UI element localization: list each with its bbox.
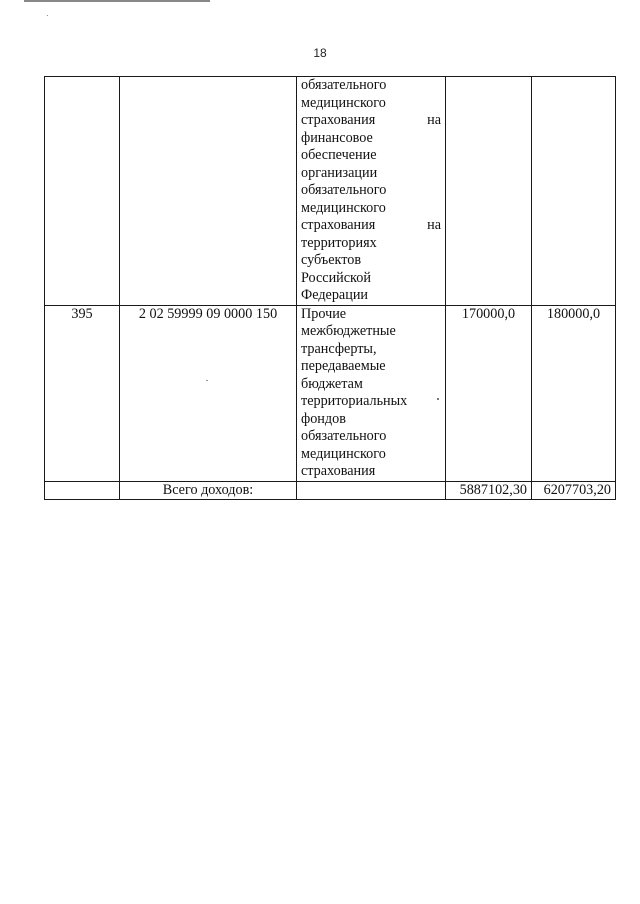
description-word: страхования	[301, 112, 376, 128]
total-amount-2: 6207703,20	[532, 481, 616, 500]
description-word: обеспечение	[301, 147, 377, 163]
description-line: Прочие	[301, 305, 347, 322]
total-label: Всего доходов:	[120, 481, 297, 500]
description-word: финансовое	[301, 129, 373, 146]
description-word: на	[427, 112, 441, 128]
scan-speck	[206, 380, 208, 381]
cell-budget-code: 2 02 59999 09 0000 150	[120, 305, 297, 481]
description-text	[301, 77, 441, 305]
cell-code-no	[45, 77, 120, 306]
description-word: Федерации	[301, 287, 369, 303]
description-line: бюджетам	[301, 375, 363, 392]
description-word: организации	[301, 164, 378, 181]
description-word: Российской	[301, 269, 371, 286]
cell-amount-2: 180000,0	[532, 305, 616, 481]
table-row-continuation	[45, 77, 616, 306]
description-line	[301, 130, 441, 148]
total-amount-1: 5887102,30	[446, 481, 532, 500]
table-row-total	[45, 481, 616, 500]
description-line	[301, 270, 441, 288]
scan-speck	[437, 398, 439, 400]
cell-description	[297, 77, 446, 306]
description-line	[301, 112, 441, 130]
description-line	[301, 77, 441, 95]
cell-description	[297, 305, 446, 481]
description-word: медицинского	[301, 199, 386, 216]
cell-budget-code	[120, 77, 297, 306]
revenue-table	[44, 76, 616, 500]
description-line	[301, 95, 441, 113]
description-word: медицинского	[301, 94, 386, 111]
corner-mark: ·	[46, 11, 49, 20]
description-line: территориальных	[301, 393, 408, 409]
description-line	[301, 200, 441, 218]
description-line: медицинского	[301, 445, 386, 462]
description-line: обязательного	[301, 428, 387, 444]
description-line: межбюджетные	[301, 323, 396, 339]
cell-code-no: 395	[45, 305, 120, 481]
description-word: территориях	[301, 234, 377, 251]
top-edge-line	[24, 0, 210, 2]
description-line	[301, 165, 441, 183]
cell-amount-2	[532, 77, 616, 306]
cell-empty	[297, 481, 446, 500]
description-line	[301, 235, 441, 253]
description-word: субъектов	[301, 252, 362, 268]
page-number: 18	[313, 46, 327, 60]
description-text	[301, 306, 441, 481]
description-word: обязательного	[301, 77, 387, 93]
description-line	[301, 252, 441, 270]
description-line	[301, 217, 441, 235]
description-word: на	[427, 217, 441, 233]
table-row-395	[45, 305, 616, 481]
description-word: страхования	[301, 217, 376, 233]
cell-amount-1	[446, 77, 532, 306]
description-line: фондов	[301, 410, 346, 427]
description-line	[301, 287, 441, 305]
cell-empty	[45, 481, 120, 500]
description-line: трансферты,	[301, 340, 377, 357]
description-line: передаваемые	[301, 358, 386, 374]
description-line	[301, 147, 441, 165]
cell-amount-1: 170000,0	[446, 305, 532, 481]
description-line: страхования	[301, 463, 376, 479]
description-line	[301, 182, 441, 200]
description-word: обязательного	[301, 182, 387, 198]
